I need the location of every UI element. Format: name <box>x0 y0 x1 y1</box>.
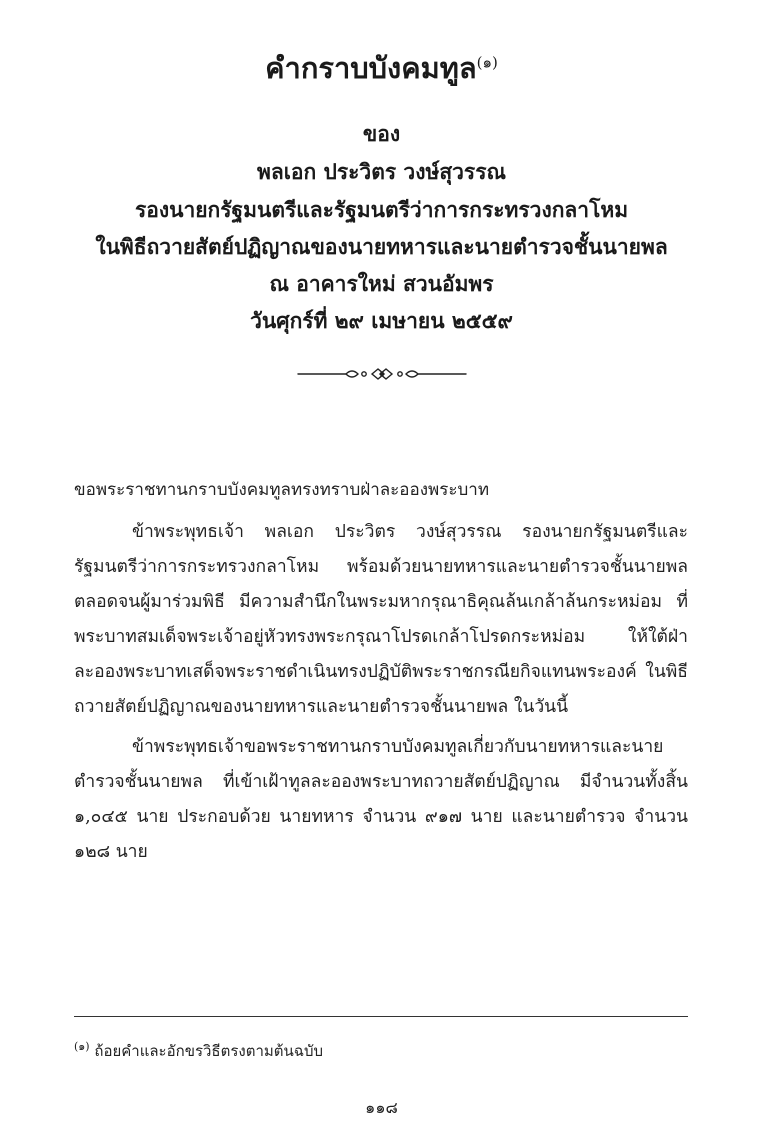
date: วันศุกร์ที่ ๒๙ เมษายน ๒๕๕๙ <box>250 308 513 333</box>
paragraph-2: ข้าพระพุทธเจ้าขอพระราชทานกราบบังคมทูลเกี่ยวกับนายทหารและนายตำรวจชั้นนายพล ที่เข้าเฝ้าทูลละอองพระบาทถวายสัตย์ปฏิญาณ มีจำนวนทั้งสิ้น ๑,๐๔๕ นาย ประกอบด้วย นายทหาร จำนวน ๙๑๗ นาย และนายตำรวจ จำนวน ๑๒๘ นาย <box>74 737 688 862</box>
venue: ณ อาคารใหม่ สวนอัมพร <box>269 271 494 296</box>
speaker-name: พลเอก ประวิตร วงษ์สุวรรณ <box>257 159 506 184</box>
document-title-text: คำกราบบังคมทูล <box>265 51 477 85</box>
page-number: ๑๑๘ <box>365 1098 398 1117</box>
ceremony-name: ในพิธีถวายสัตย์ปฏิญาณของนายทหารและนายตำรวจชั้นนายพล <box>95 234 668 259</box>
salutation: ขอพระราชทานกราบบังคมทูลทรงทราบฝ่าละอองพระบาท <box>74 480 490 500</box>
document-title <box>0 44 763 92</box>
footnote-mark: (๑) <box>74 1040 90 1053</box>
paragraph-1: ข้าพระพุทธเจ้า พลเอก ประวิตร วงษ์สุวรรณ รองนายกรัฐมนตรีและรัฐมนตรีว่าการกระทรวงกลาโหม พร้อมด้วยนายทหารและนายตำรวจชั้นนายพล ตลอดจนผู้มาร่วมพิธี มีความสำนึกในพระมหากรุณาธิคุณล้นเกล้าล้นกระหม่อม ที่พระบาทสมเด็จพระเจ้าอยู่หัวทรงพระกรุณาโปรดเกล้าโปรดกระหม่อม ให้ใต้ฝ่าละอองพระบาทเสด็จพระราชดำเนินทรงปฏิบัติพระราชกรณียกิจแทนพระองค์ ในพิธีถวายสัตย์ปฏิญาณของนายทหารและนายตำรวจชั้นนายพล ในวันนี้ <box>74 522 688 717</box>
ornamental-divider <box>296 364 468 384</box>
footnote <box>74 1037 323 1063</box>
heading-line: ของ <box>362 121 401 146</box>
speaker-position: รองนายกรัฐมนตรีและรัฐมนตรีว่าการกระทรวงกลาโหม <box>134 197 629 222</box>
title-footnote-mark: (๑) <box>476 53 498 72</box>
footnote-text: ถ้อยคำและอักขรวิธีตรงตามต้นฉบับ <box>94 1042 324 1060</box>
footnote-divider <box>74 1016 688 1017</box>
